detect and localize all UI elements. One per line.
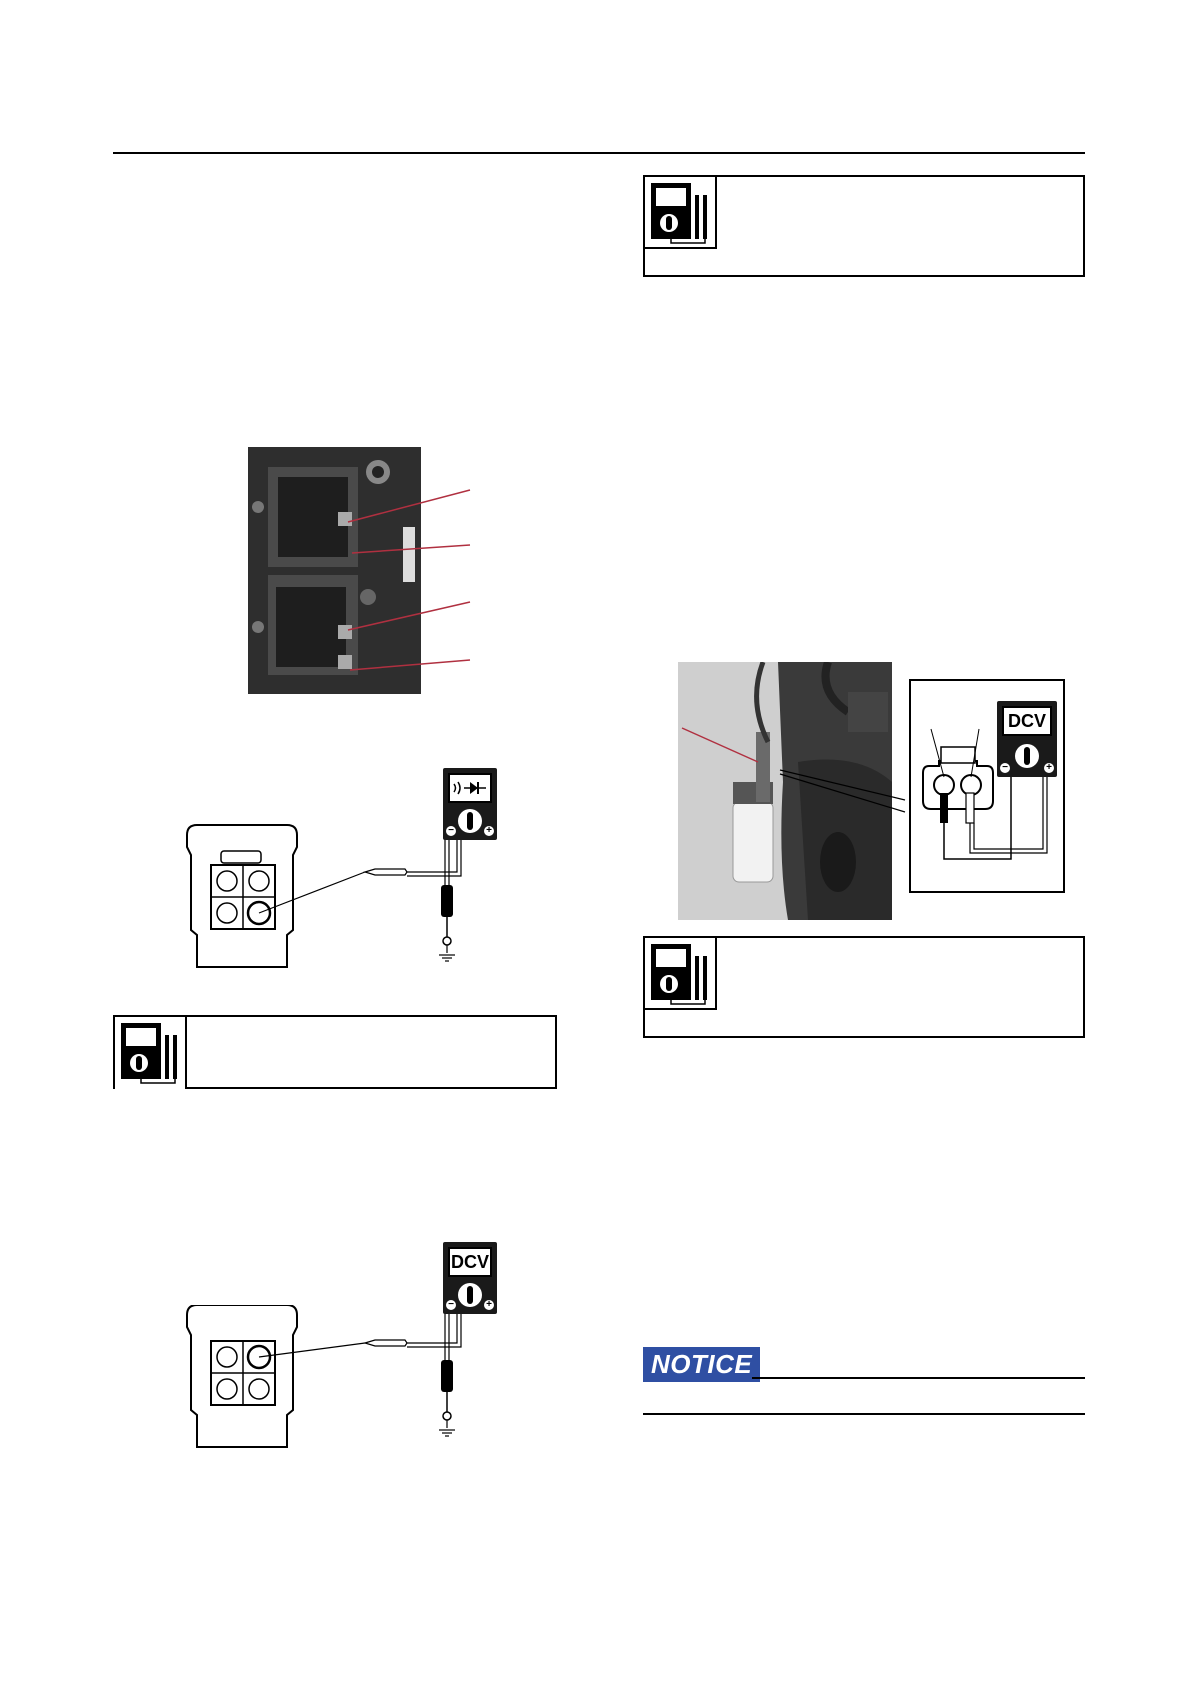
- sensor-inset: [909, 679, 1065, 893]
- dcv-display-right: DCV: [1002, 706, 1052, 736]
- diode-symbol-icon: [448, 773, 492, 803]
- multimeter-icon: [115, 1017, 187, 1089]
- notice-bottom-rule: [643, 1413, 1085, 1415]
- ecm-leader-lines: [340, 480, 480, 680]
- dcv-test-diagram: [175, 1305, 505, 1465]
- header-rule: [113, 152, 1085, 154]
- spec-box-lower-right: [643, 936, 1085, 1038]
- notice-top-rule: [752, 1377, 1085, 1379]
- dcv-display: DCV: [448, 1247, 492, 1277]
- sensor-leader-lines: [670, 720, 910, 820]
- spec-box-top-right: [643, 175, 1085, 277]
- notice-badge: NOTICE: [643, 1347, 760, 1382]
- multimeter-icon: [645, 938, 717, 1010]
- diode-meter: − +: [443, 768, 497, 840]
- multimeter-icon: [645, 177, 717, 249]
- spec-box-left: [113, 1015, 557, 1089]
- dcv-meter-right: DCV − +: [997, 701, 1057, 777]
- dcv-meter-left: DCV − +: [443, 1242, 497, 1314]
